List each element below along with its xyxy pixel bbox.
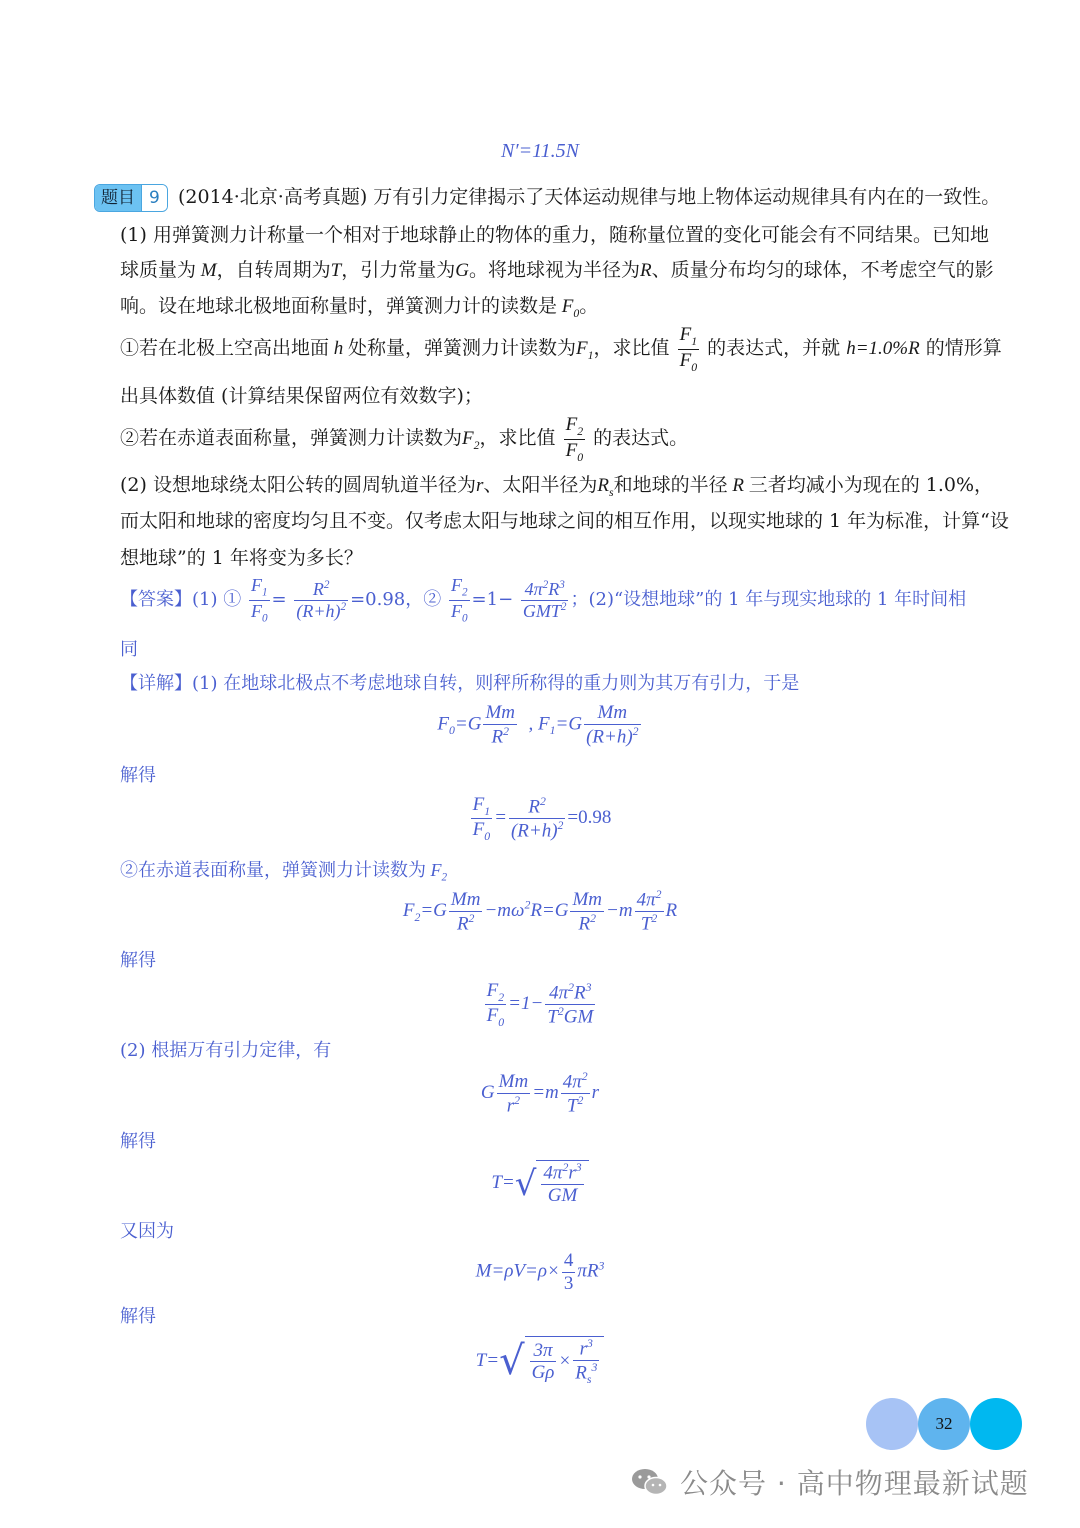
question-intro: (2014·北京·高考真题) 万有引力定律揭示了天体运动规律与地上物体运动规律具有内在的一致性。 [178,186,1001,208]
badge-number: 9 [141,185,167,211]
watermark: 公众号 · 高中物理最新试题 [630,1462,1029,1502]
eq-gravitation: G $\frac{Mm}{r^2}$ =m $\frac{4\pi^2}{T^2}$ r [480,1070,600,1117]
eq-mass: M=ρV=ρ× $\frac{4}{3}$ $\pi R^3$ [475,1250,605,1294]
eq-period: T=√ $\frac{4\pi^2r^3}{GM}$ [0,1160,1080,1207]
youyin-line: 又因为 [120,1221,174,1242]
part2-line2: 而太阳和地球的密度均匀且不变。仅考虑太阳与地球之间的相互作用，以现实地球的 1 年为标准，计算“设 [120,510,1009,532]
detail-line1: 【详解】(1) 在地球北极点不考虑地球自转，则秤所称得的重力则为其万有引力，于是 [120,673,800,694]
top-equation: N′=11.5N [500,140,580,162]
detail-q2: ②在赤道表面称量，弹簧测力计读数为 $F_2$ [120,860,448,884]
subq2-line: ②若在赤道表面称量，弹簧测力计读数为$F_2$，求比值 $\frac{F_2}{F_0}$ 的表达式。 [120,414,689,464]
eq-period-final: T=√ $\frac{3\pi}{G\rho}$ × $\frac{r^3}{R_s^3}$ [0,1336,1080,1387]
eq-f2: $F_2=G$ $\frac{Mm}{R^2}$ $-m\omega^2R=G$ $\frac{Mm}{R^2}$ −m $\frac{4\pi^2}{T^2}$ R [402,888,678,935]
part1-line3: 响。设在地球北极地面称量时，弹簧测力计的读数是 $F_0$。 [120,295,599,320]
eq-ratio-f1: $\frac{F_1}{F_0}$ = $\frac{R^2}{(R+h)^2}$ =0.98 [472,794,612,844]
answer-line: 【答案】(1) ① $\frac{F_1}{F_0}$ = $\frac{R^2}{(R+h)^2}$ =0.98，② $\frac{F_2}{F_0}$ =1− $\frac{4\pi^2R^3}{GMT^2}$ ；(2)“设想地球”的 1 年与现实地球的 1 年时间相 [120,575,967,625]
subq1-line1: ①若在北极上空高出地面 h 处称量，弹簧测力计读数为$F_1$，求比值 $\frac{F_1}{F_0}$ 的表达式，并就 h=1.0%R 的情形算 [120,324,1002,374]
jie-1: 解得 [120,765,156,786]
question-badge [94,184,168,212]
ratio-f1-f0: $\frac{F_1}{F_0}$ [679,324,698,374]
part1-line1: (1) 用弹簧测力计称量一个相对于地球静止的物体的重力，随称量位置的变化可能会有不同结果。已知地 [120,224,989,246]
part2-line1: (2) 设想地球绕太阳公转的圆周轨道半径为r、太阳半径为$R_s$和地球的半径 R 三者均减小为现在的 1.0%， [120,474,994,499]
eq-f0-f1: $F_0=G$ $\frac{Mm}{R^2}$ , $F_1=G$ $\frac{Mm}{(R+h)^2}$ [437,702,639,748]
answer-line2: 同 [120,639,138,660]
part1-line2: 球质量为 M，自转周期为T，引力常量为G。将地球视为半径为R、质量分布均匀的球体，不考虑空气的影 [120,259,994,281]
ratio-f2-f0: $\frac{F_2}{F_0}$ [565,414,584,464]
wechat-icon [630,1466,670,1498]
subq1-line2: 出具体数值 (计算结果保留两位有效数字)； [120,385,483,407]
page-circle-right [970,1398,1022,1450]
part2-line3: 想地球”的 1 年将变为多长？ [120,547,363,569]
eq-ratio-f2: $\frac{F_2}{F_0}$ =1− $\frac{4\pi^2R^3}{T^2GM}$ [486,980,594,1030]
jie-4: 解得 [120,1306,156,1327]
detail-p2: (2) 根据万有引力定律，有 [120,1040,332,1061]
page-circle-left [866,1398,918,1450]
page-number-badge [918,1398,970,1450]
page-number: 32 [935,1414,953,1433]
badge-label: 题目 [95,185,141,211]
jie-3: 解得 [120,1131,156,1152]
jie-2: 解得 [120,950,156,971]
